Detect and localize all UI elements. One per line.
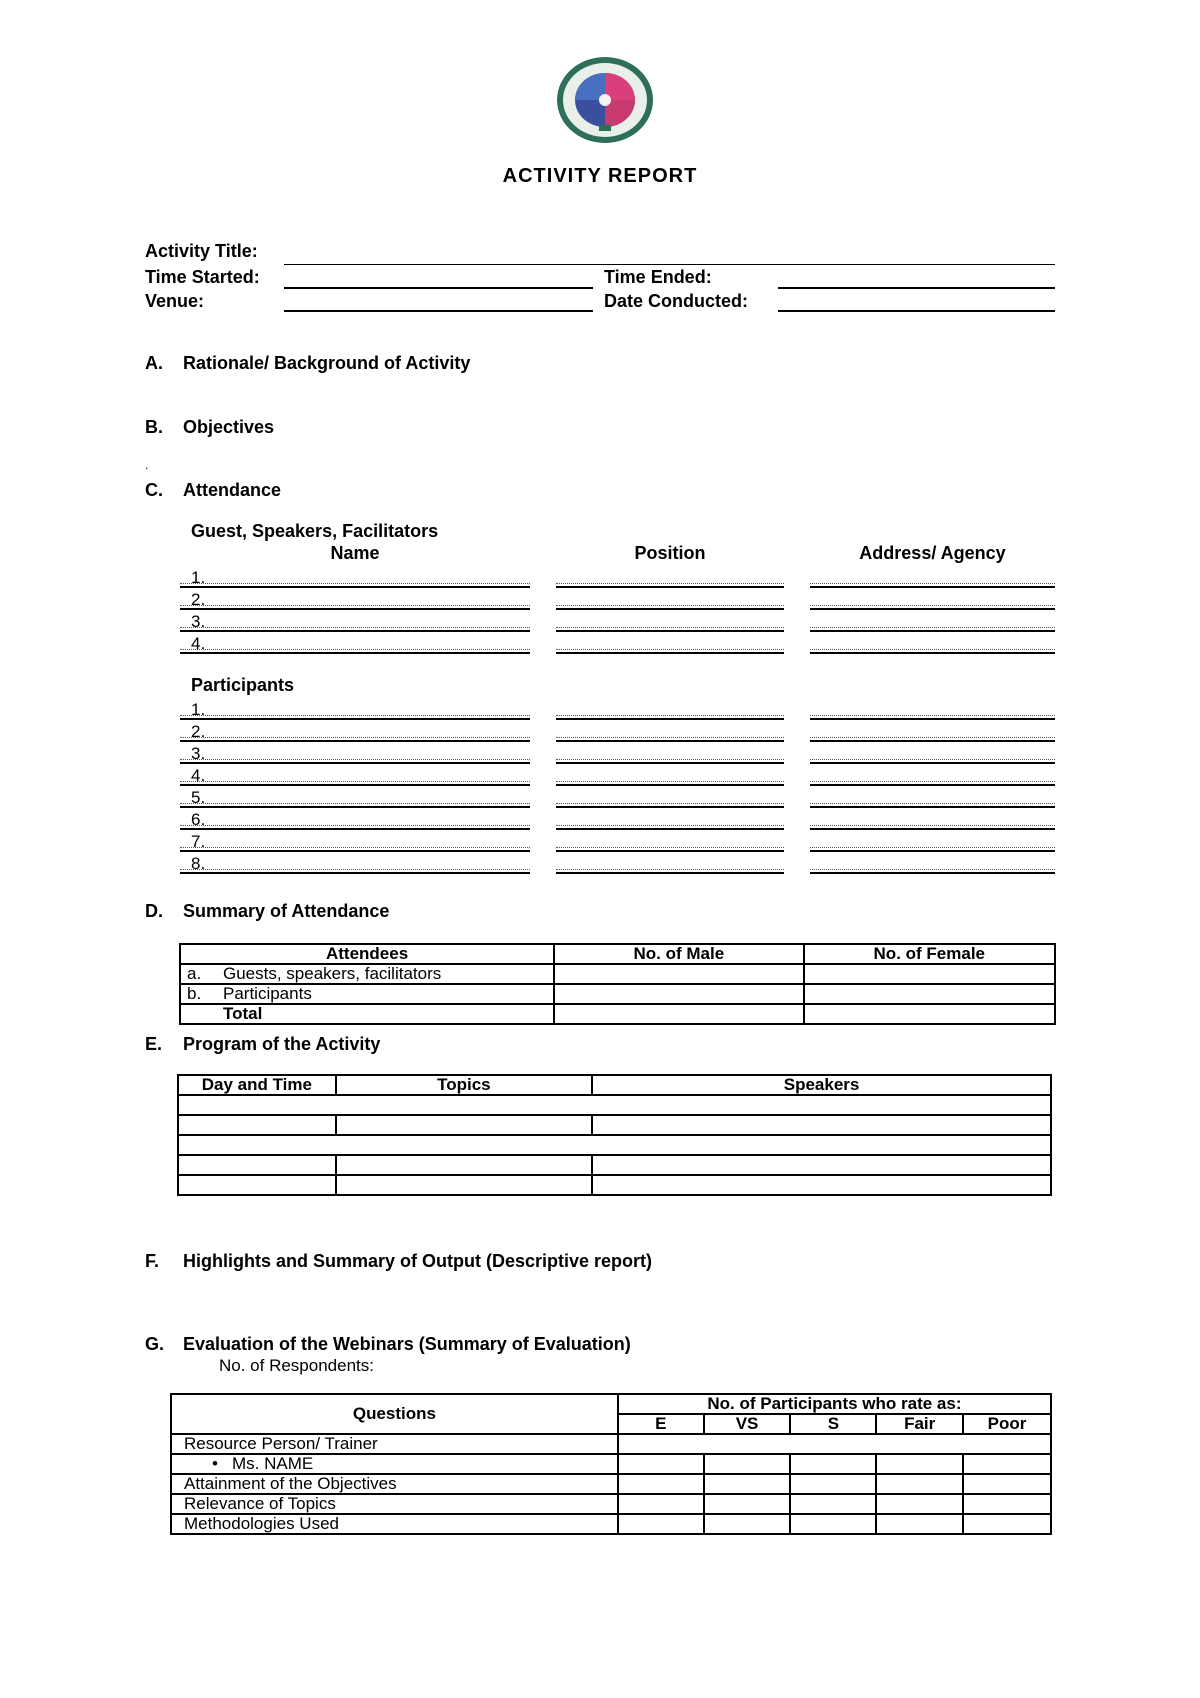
participant-address-line[interactable] xyxy=(810,806,1055,808)
section-e-title: Program of the Activity xyxy=(183,1034,381,1054)
participant-name-line[interactable] xyxy=(180,762,530,764)
participant-address-line[interactable] xyxy=(810,740,1055,742)
eval-question: Methodologies Used xyxy=(171,1514,618,1534)
participant-position-line[interactable] xyxy=(556,806,784,808)
row-letter: a. xyxy=(187,964,202,983)
section-c-title: Attendance xyxy=(183,480,282,500)
guest-name-line[interactable] xyxy=(180,608,530,610)
guest-dotted-guide xyxy=(180,649,530,650)
venue-line[interactable] xyxy=(284,310,593,312)
date-conducted-line[interactable] xyxy=(778,310,1055,312)
guest-dotted-guide xyxy=(180,605,530,606)
participant-dotted-guide xyxy=(810,737,1055,738)
summary-cell-male[interactable] xyxy=(554,964,803,984)
participant-name-line[interactable] xyxy=(180,850,530,852)
university-seal-logo xyxy=(555,55,655,145)
eval-cell[interactable] xyxy=(963,1514,1051,1534)
guest-address-line[interactable] xyxy=(810,586,1055,588)
section-a-letter: A. xyxy=(145,353,163,373)
table-row xyxy=(171,1514,1051,1534)
summary-header-male: No. of Male xyxy=(554,944,803,964)
guest-dotted-guide xyxy=(180,583,530,584)
participant-row-number: 7. xyxy=(191,832,206,851)
table-row xyxy=(171,1434,1051,1454)
guest-row-number: 4. xyxy=(191,634,206,653)
participant-dotted-guide xyxy=(556,737,784,738)
participant-dotted-guide xyxy=(180,781,530,782)
participant-position-line[interactable] xyxy=(556,784,784,786)
participant-dotted-guide xyxy=(556,759,784,760)
participant-address-line[interactable] xyxy=(810,762,1055,764)
guest-dotted-guide xyxy=(810,583,1055,584)
guest-row-number: 1. xyxy=(191,568,206,587)
eval-cell[interactable] xyxy=(704,1494,791,1514)
participant-name-line[interactable] xyxy=(180,872,530,874)
eval-cell[interactable] xyxy=(618,1514,704,1534)
eval-question: Attainment of the Objectives xyxy=(171,1474,618,1494)
date-conducted-label: Date Conducted: xyxy=(604,291,748,311)
time-ended-line[interactable] xyxy=(778,287,1055,289)
table-row xyxy=(180,944,1055,964)
eval-cell[interactable] xyxy=(704,1474,791,1494)
participant-row-number: 3. xyxy=(191,744,206,763)
guest-dotted-guide xyxy=(180,627,530,628)
program-cell[interactable] xyxy=(178,1095,1051,1115)
table-row xyxy=(180,1004,1055,1024)
guest-name-line[interactable] xyxy=(180,630,530,632)
eval-question: Resource Person/ Trainer xyxy=(171,1434,618,1454)
participant-dotted-guide xyxy=(810,869,1055,870)
eval-question: Relevance of Topics xyxy=(171,1494,618,1514)
respondents-label: No. of Respondents: xyxy=(219,1356,374,1375)
bullet-icon: • xyxy=(212,1454,218,1473)
eval-cell[interactable] xyxy=(963,1454,1051,1474)
guest-name-line[interactable] xyxy=(180,586,530,588)
participant-dotted-guide xyxy=(810,759,1055,760)
program-table xyxy=(177,1074,1052,1196)
participant-row-number: 2. xyxy=(191,722,206,741)
evaluation-table xyxy=(170,1393,1052,1535)
section-e-letter: E. xyxy=(145,1034,163,1054)
participant-position-line[interactable] xyxy=(556,872,784,874)
participant-dotted-guide xyxy=(556,803,784,804)
guest-name-line[interactable] xyxy=(180,652,530,654)
program-cell[interactable] xyxy=(178,1175,336,1195)
participant-dotted-guide xyxy=(556,715,784,716)
participant-name-line[interactable] xyxy=(180,740,530,742)
participant-position-line[interactable] xyxy=(556,850,784,852)
guests-heading: Guest, Speakers, Facilitators xyxy=(191,521,439,541)
program-cell[interactable] xyxy=(336,1175,592,1195)
row-text: Guests, speakers, facilitators xyxy=(223,964,442,983)
eval-question xyxy=(171,1454,618,1474)
section-a-title: Rationale/ Background of Activity xyxy=(183,353,471,373)
program-cell[interactable] xyxy=(336,1115,592,1135)
participants-heading: Participants xyxy=(191,675,295,695)
summary-of-attendance-table xyxy=(179,943,1056,1025)
guest-row-number: 3. xyxy=(191,612,206,631)
table-row xyxy=(171,1454,1051,1474)
table-row xyxy=(171,1394,1051,1414)
guest-dotted-guide xyxy=(556,649,784,650)
participant-name-line[interactable] xyxy=(180,784,530,786)
col-name-header: Name xyxy=(330,543,380,563)
program-cell[interactable] xyxy=(592,1155,1051,1175)
eval-rating-fair: Fair xyxy=(876,1414,963,1434)
program-header-day-time: Day and Time xyxy=(178,1075,336,1095)
guest-dotted-guide xyxy=(810,627,1055,628)
summary-header-attendees: Attendees xyxy=(180,944,554,964)
eval-cell[interactable] xyxy=(790,1494,876,1514)
participant-dotted-guide xyxy=(180,803,530,804)
eval-cell[interactable] xyxy=(618,1434,1051,1454)
participant-position-line[interactable] xyxy=(556,828,784,830)
eval-cell[interactable] xyxy=(876,1494,963,1514)
participant-dotted-guide xyxy=(810,803,1055,804)
guest-dotted-guide xyxy=(556,605,784,606)
table-row xyxy=(178,1115,1051,1135)
participant-position-line[interactable] xyxy=(556,740,784,742)
participant-dotted-guide xyxy=(810,715,1055,716)
col-address-header: Address/ Agency xyxy=(859,543,1006,563)
program-cell[interactable] xyxy=(178,1135,1051,1155)
eval-header-rating: No. of Participants who rate as: xyxy=(618,1394,1051,1414)
summary-cell-female[interactable] xyxy=(804,1004,1055,1024)
venue-label: Venue: xyxy=(145,291,205,311)
section-d-title: Summary of Attendance xyxy=(183,901,390,921)
participant-position-line[interactable] xyxy=(556,762,784,764)
guest-address-line[interactable] xyxy=(810,630,1055,632)
eval-rating-vs: VS xyxy=(704,1414,791,1434)
table-row xyxy=(178,1155,1051,1175)
section-f-title: Highlights and Summary of Output (Descriptive report) xyxy=(183,1251,653,1271)
guest-dotted-guide xyxy=(556,583,784,584)
program-cell[interactable] xyxy=(592,1175,1051,1195)
eval-cell[interactable] xyxy=(618,1474,704,1494)
participant-row-number: 1. xyxy=(191,700,206,719)
guest-row-number: 2. xyxy=(191,590,206,609)
participant-dotted-guide xyxy=(180,759,530,760)
participant-address-line[interactable] xyxy=(810,850,1055,852)
participant-dotted-guide xyxy=(556,869,784,870)
participant-name-line[interactable] xyxy=(180,806,530,808)
program-cell[interactable] xyxy=(592,1115,1051,1135)
eval-cell[interactable] xyxy=(618,1494,704,1514)
participant-dotted-guide xyxy=(556,847,784,848)
summary-cell-female[interactable] xyxy=(804,964,1055,984)
guest-dotted-guide xyxy=(810,649,1055,650)
table-row xyxy=(178,1095,1051,1115)
participant-row-number: 5. xyxy=(191,788,206,807)
eval-cell[interactable] xyxy=(704,1514,791,1534)
guest-position-line[interactable] xyxy=(556,652,784,654)
participant-dotted-guide xyxy=(810,847,1055,848)
guest-position-line[interactable] xyxy=(556,586,784,588)
table-row xyxy=(180,984,1055,1004)
eval-cell[interactable] xyxy=(790,1474,876,1494)
section-g-letter: G. xyxy=(145,1334,165,1354)
participant-dotted-guide xyxy=(810,781,1055,782)
guest-position-line[interactable] xyxy=(556,608,784,610)
participant-dotted-guide xyxy=(180,825,530,826)
total-text: Total xyxy=(223,1004,263,1023)
summary-row-label xyxy=(180,964,554,984)
eval-cell[interactable] xyxy=(876,1514,963,1534)
participant-name-line[interactable] xyxy=(180,828,530,830)
participant-dotted-guide xyxy=(556,825,784,826)
summary-header-female: No. of Female xyxy=(804,944,1055,964)
participant-dotted-guide xyxy=(180,847,530,848)
table-row xyxy=(178,1175,1051,1195)
eval-cell[interactable] xyxy=(876,1474,963,1494)
eval-rating-e: E xyxy=(618,1414,704,1434)
section-b-letter: B. xyxy=(145,417,163,437)
time-ended-label: Time Ended: xyxy=(604,267,712,287)
program-cell[interactable] xyxy=(178,1155,336,1175)
section-c-dot: . xyxy=(145,458,149,472)
program-cell[interactable] xyxy=(178,1115,336,1135)
participant-dotted-guide xyxy=(556,781,784,782)
eval-header-questions: Questions xyxy=(171,1394,618,1434)
table-row xyxy=(171,1494,1051,1514)
section-f-letter: F. xyxy=(145,1251,160,1271)
trainer-name: Ms. NAME xyxy=(232,1454,314,1473)
table-row xyxy=(178,1135,1051,1155)
section-g-title: Evaluation of the Webinars (Summary of Evaluation) xyxy=(183,1334,631,1354)
time-started-label: Time Started: xyxy=(145,267,260,287)
guest-position-line[interactable] xyxy=(556,630,784,632)
participant-address-line[interactable] xyxy=(810,828,1055,830)
summary-cell-male[interactable] xyxy=(554,1004,803,1024)
summary-cell-female[interactable] xyxy=(804,984,1055,1004)
summary-row-label xyxy=(180,984,554,1004)
program-cell[interactable] xyxy=(336,1155,592,1175)
section-d-letter: D. xyxy=(145,901,163,921)
summary-cell-male[interactable] xyxy=(554,984,803,1004)
table-row xyxy=(180,964,1055,984)
guest-dotted-guide xyxy=(556,627,784,628)
guest-address-line[interactable] xyxy=(810,608,1055,610)
participant-position-line[interactable] xyxy=(556,718,784,720)
eval-cell[interactable] xyxy=(704,1454,791,1474)
participant-row-number: 6. xyxy=(191,810,206,829)
section-b-title: Objectives xyxy=(183,417,275,437)
page-title: ACTIVITY REPORT xyxy=(502,165,698,187)
participant-address-line[interactable] xyxy=(810,872,1055,874)
eval-cell[interactable] xyxy=(790,1514,876,1534)
participant-name-line[interactable] xyxy=(180,718,530,720)
participant-dotted-guide xyxy=(180,715,530,716)
col-position-header: Position xyxy=(634,543,706,563)
participant-dotted-guide xyxy=(180,737,530,738)
time-started-line[interactable] xyxy=(284,287,593,289)
guest-address-line[interactable] xyxy=(810,652,1055,654)
row-letter: b. xyxy=(187,984,202,1003)
table-row xyxy=(178,1075,1051,1095)
section-c-letter: C. xyxy=(145,480,163,500)
eval-cell[interactable] xyxy=(963,1474,1051,1494)
eval-rating-poor: Poor xyxy=(963,1414,1051,1434)
participant-row-number: 4. xyxy=(191,766,206,785)
activity-title-line[interactable] xyxy=(284,264,1055,265)
summary-total-label xyxy=(180,1004,554,1024)
table-row xyxy=(171,1474,1051,1494)
row-text: Participants xyxy=(223,984,312,1003)
program-header-speakers: Speakers xyxy=(592,1075,1051,1095)
participant-dotted-guide xyxy=(810,825,1055,826)
guest-dotted-guide xyxy=(810,605,1055,606)
participant-address-line[interactable] xyxy=(810,784,1055,786)
participant-row-number: 8. xyxy=(191,854,206,873)
eval-cell[interactable] xyxy=(618,1454,704,1474)
eval-cell[interactable] xyxy=(790,1454,876,1474)
eval-rating-s: S xyxy=(790,1414,876,1434)
eval-cell[interactable] xyxy=(963,1494,1051,1514)
activity-title-label: Activity Title: xyxy=(145,241,258,261)
participant-dotted-guide xyxy=(180,869,530,870)
participant-address-line[interactable] xyxy=(810,718,1055,720)
program-header-topics: Topics xyxy=(336,1075,592,1095)
eval-cell[interactable] xyxy=(876,1454,963,1474)
